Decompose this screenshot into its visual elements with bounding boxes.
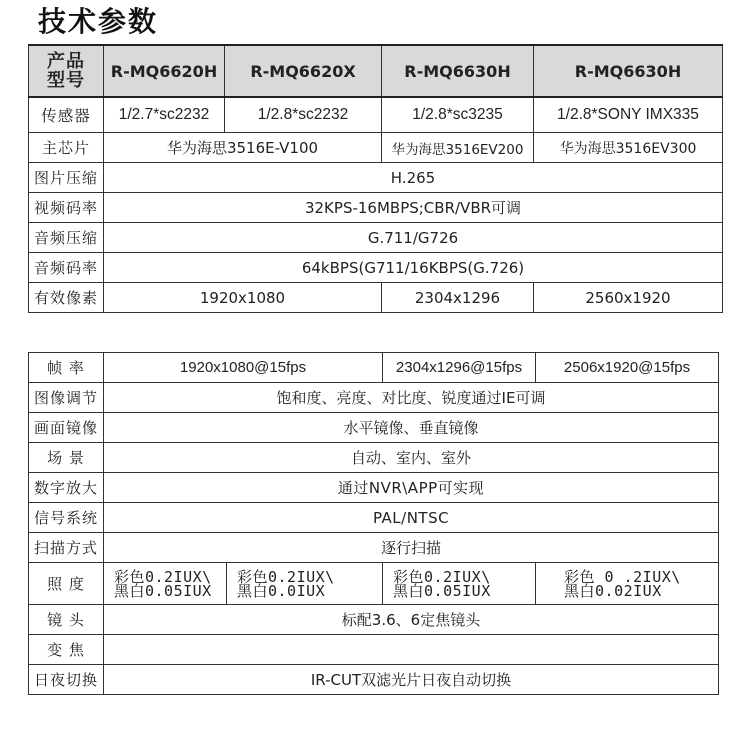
spec-table-secondary bbox=[28, 352, 719, 695]
row-label: 图片压缩 bbox=[29, 163, 104, 193]
model-name: R-MQ6620H bbox=[104, 45, 225, 97]
cell-value: 华为海思3516EV300 bbox=[534, 133, 723, 163]
row-label: 音频压缩 bbox=[29, 223, 104, 253]
bw-lux: 黑白0.05IUX bbox=[393, 581, 491, 600]
table-row-audio-bitrate bbox=[29, 253, 723, 283]
cell-value: H.265 bbox=[104, 163, 723, 193]
row-label: 有效像素 bbox=[29, 283, 104, 313]
cell-value: 自动、室内、室外 bbox=[104, 443, 719, 473]
table-row-video-bitrate bbox=[29, 193, 723, 223]
cell-value: 水平镜像、垂直镜像 bbox=[104, 413, 719, 443]
table-row-day-night bbox=[29, 665, 719, 695]
row-label: 数字放大 bbox=[29, 473, 104, 503]
row-label: 变 焦 bbox=[29, 635, 104, 665]
row-label: 传感器 bbox=[29, 97, 104, 133]
model-name: R-MQ6620X bbox=[225, 45, 382, 97]
model-header-label: 产品 型号 bbox=[29, 45, 104, 97]
cell-value: 标配3.6、6定焦镜头 bbox=[104, 605, 719, 635]
table-row-signal bbox=[29, 503, 719, 533]
cell-value: 2560x1920 bbox=[534, 283, 723, 313]
color-lux: 彩色0.2IUX\ bbox=[393, 567, 491, 586]
table-row-pixels bbox=[29, 283, 723, 313]
row-label: 图像调节 bbox=[29, 383, 104, 413]
cell-value: 逐行扫描 bbox=[104, 533, 719, 563]
row-label: 扫描方式 bbox=[29, 533, 104, 563]
model-name: R-MQ6630H bbox=[382, 45, 534, 97]
cell-value: PAL/NTSC bbox=[104, 503, 719, 533]
table-row-frame-rate bbox=[29, 353, 719, 383]
table-row-lens bbox=[29, 605, 719, 635]
illumination-cell bbox=[536, 563, 719, 605]
row-label: 信号系统 bbox=[29, 503, 104, 533]
row-label: 照 度 bbox=[29, 563, 104, 605]
row-label: 镜 头 bbox=[29, 605, 104, 635]
row-label: 音频码率 bbox=[29, 253, 104, 283]
cell-value: 华为海思3516E-V100 bbox=[104, 133, 382, 163]
illumination-cell bbox=[383, 563, 536, 605]
cell-value: 饱和度、亮度、对比度、锐度通过IE可调 bbox=[104, 383, 719, 413]
row-label: 主芯片 bbox=[29, 133, 104, 163]
cell-value: 1/2.8*sc3235 bbox=[382, 97, 534, 133]
cell-value: 64kBPS(G711/16KBPS(G.726) bbox=[104, 253, 723, 283]
cell-value: 华为海思3516EV200 bbox=[382, 133, 534, 163]
cell-value: 1/2.8*sc2232 bbox=[225, 97, 382, 133]
table-row-zoom bbox=[29, 635, 719, 665]
model-name: R-MQ6630H bbox=[534, 45, 723, 97]
cell-value: G.711/G726 bbox=[104, 223, 723, 253]
table-row-scan bbox=[29, 533, 719, 563]
color-lux: 彩色0.2IUX\ bbox=[114, 567, 212, 586]
color-lux: 彩色 0 .2IUX\ bbox=[564, 567, 681, 586]
row-label: 视频码率 bbox=[29, 193, 104, 223]
illumination-cell bbox=[227, 563, 383, 605]
cell-value: IR-CUT双滤光片日夜自动切换 bbox=[104, 665, 719, 695]
color-lux: 彩色0.2IUX\ bbox=[237, 567, 335, 586]
bw-lux: 黑白0.02IUX bbox=[564, 581, 662, 600]
table-row-illumination bbox=[29, 563, 719, 605]
row-label: 场 景 bbox=[29, 443, 104, 473]
table-row-audio-compression bbox=[29, 223, 723, 253]
table-row-mirror bbox=[29, 413, 719, 443]
table-row-sensor bbox=[29, 97, 723, 133]
page-title: 技术参数 bbox=[38, 5, 159, 38]
cell-value: 32KPS-16MBPS;CBR/VBR可调 bbox=[104, 193, 723, 223]
row-label: 画面镜像 bbox=[29, 413, 104, 443]
bw-lux: 黑白0.0IUX bbox=[237, 581, 326, 600]
cell-value bbox=[104, 635, 719, 665]
table-row-digital-zoom bbox=[29, 473, 719, 503]
table-row-image-adjust bbox=[29, 383, 719, 413]
cell-value: 2506x1920@15fps bbox=[536, 353, 719, 383]
cell-value: 1/2.7*sc2232 bbox=[104, 97, 225, 133]
spec-table-main bbox=[28, 44, 723, 313]
row-label: 帧 率 bbox=[29, 353, 104, 383]
cell-value: 1920x1080@15fps bbox=[104, 353, 383, 383]
bw-lux: 黑白0.05IUX bbox=[114, 581, 212, 600]
cell-value: 2304x1296 bbox=[382, 283, 534, 313]
cell-value: 2304x1296@15fps bbox=[383, 353, 536, 383]
table-row-compression bbox=[29, 163, 723, 193]
cell-value: 1/2.8*SONY IMX335 bbox=[534, 97, 723, 133]
header-row bbox=[29, 45, 723, 97]
cell-value: 通过NVR\APP可实现 bbox=[104, 473, 719, 503]
cell-value: 1920x1080 bbox=[104, 283, 382, 313]
table-row-chip bbox=[29, 133, 723, 163]
table-row-scene bbox=[29, 443, 719, 473]
row-label: 日夜切换 bbox=[29, 665, 104, 695]
illumination-cell bbox=[104, 563, 227, 605]
